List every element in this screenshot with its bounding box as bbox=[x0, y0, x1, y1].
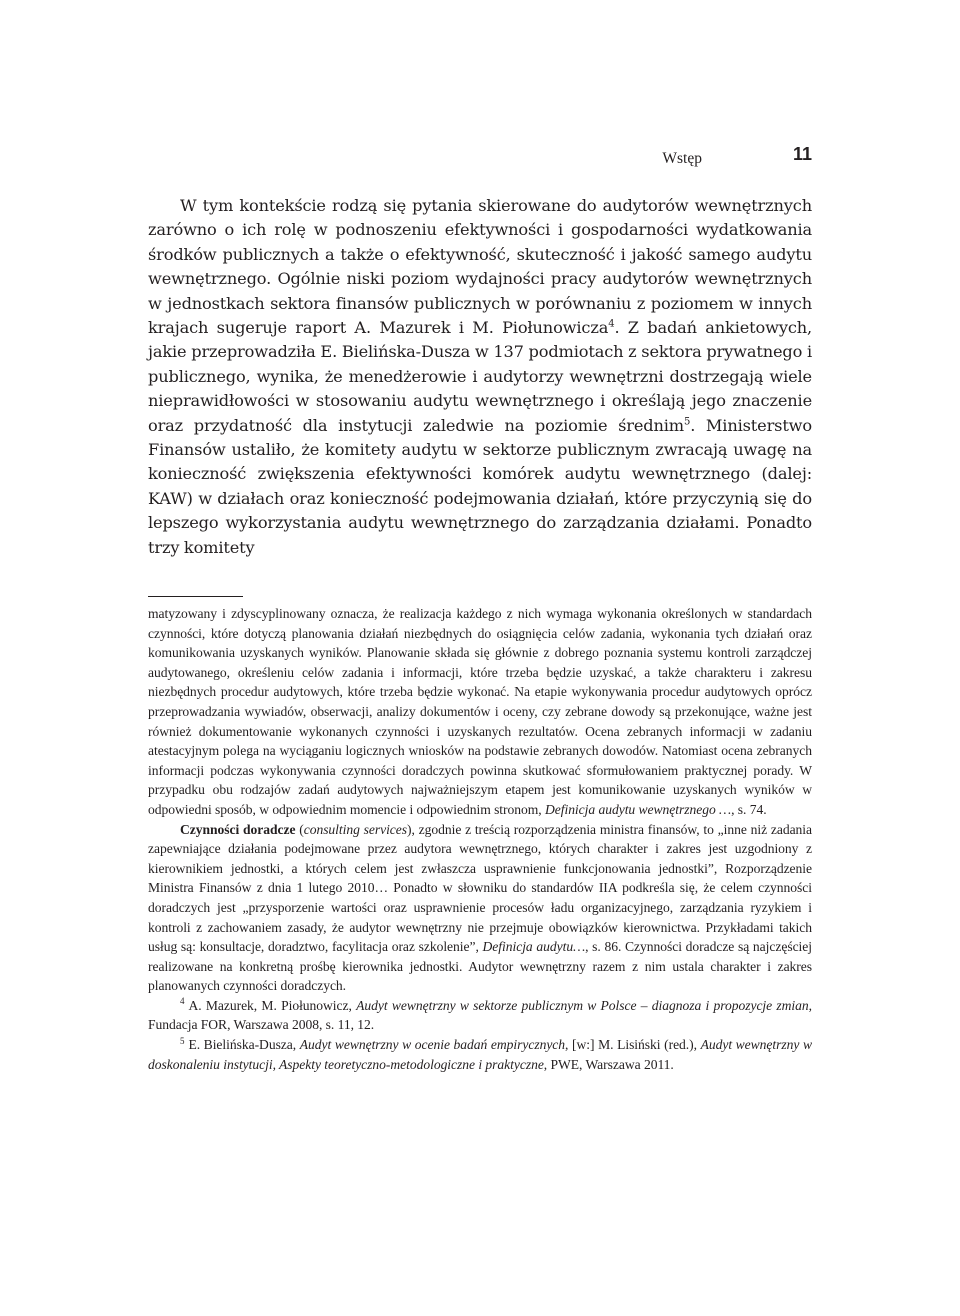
footnote-ref-5[interactable]: 5 bbox=[683, 416, 691, 428]
footnote-text: A. Mazurek, M. Piołunowicz, bbox=[188, 997, 357, 1013]
footnote-separator bbox=[148, 596, 243, 597]
footnote-number: 4 bbox=[180, 996, 185, 1007]
page-header bbox=[148, 144, 812, 174]
footnote-5 bbox=[148, 1035, 812, 1074]
footnote-number: 5 bbox=[180, 1035, 185, 1046]
footnote-continuation bbox=[148, 604, 812, 820]
footnote-text: ), zgodnie z treścią rozporządzenia ministra finansów, to „inne niż zadania zapewniające działania podejmowane przez audytora wewnętrznego, których charakter i zakres jest uzgodniony z kierownikiem jednostki, a których celem jest zwłaszcza usprawnienie funkcjonowania jednostki”, Rozporządzenie Ministra Finansów z dnia 1 lutego 2010… Ponadto w słowniku do standardów IIA podkreśla się, że celem czynności doradczych jest „przysporzenie wartości oraz usprawnienie procesów ładu organizacyjnego, zarządzania ryzykiem i kontroli z zachowaniem zasady, że audytor wewnętrzny nie przejmuje obowiązków kierownictwa. Przykładami takich usług są: konsultacje, doradztwo, facylitacja oraz szkolenie”, bbox=[148, 821, 813, 955]
body-text-part: W tym kontekście rodzą się pytania skierowane do audytorów wewnętrznych zarówno o ich rolę w podnoszeniu efektywności i gospodarności wydatkowania środków publicznych a także o efektywność, skuteczność i jakość samego audytu wewnętrznego. Ogólnie niski poziom wydajności pracy audytorów wewnętrznych w jednostkach sektora finansów publicznych w porównaniu z poziomem w innych krajach sugeruje raport A. Mazurek i M. Piołunowicza bbox=[148, 196, 812, 338]
footnote-text: , PWE, Warszawa 2011. bbox=[543, 1056, 674, 1072]
body-paragraph bbox=[148, 194, 812, 560]
footnote-citation: Definicja audytu wewnętrznego … bbox=[544, 801, 732, 817]
footnote-citation: Audyt wewnętrzny w doskonaleniu instytucji, Aspekty teoretyczno-metodologiczne i praktyczne bbox=[148, 1037, 812, 1072]
footnote-citation: Audyt wewnętrzny w ocenie badań empirycznych bbox=[299, 1037, 566, 1053]
footnotes bbox=[148, 604, 812, 1074]
footnote-4 bbox=[148, 996, 812, 1035]
footnote-text: , Fundacja FOR, Warszawa 2008, s. 11, 12. bbox=[148, 997, 813, 1033]
footnote-term: Czynności doradcze bbox=[180, 821, 296, 837]
footnote-consulting bbox=[148, 820, 812, 996]
footnote-text: , s. 86. Czynności doradcze są najczęściej realizowane na konkretną prośbę kierownika jednostki. Audytor wewnętrzny razem z nim ustala charakter i zakres planowanych czynności doradczych. bbox=[148, 939, 812, 994]
footnote-text: , [w:] M. Lisiński (red.), bbox=[565, 1037, 701, 1053]
footnote-text: matyzowany i zdyscyplinowany oznacza, że realizacja każdego z nich wymaga wykonania określonych w standardach czynności, które dotyczą planowania działań niezbędnych do osiągnięcia celów zadania, wykonania tych działań oraz komunikowania uzyskanych wyników. Planowanie składa się głównie z dobrego poznania systemu kontroli zarządczej audytowanego, określeniu celów zadania i informacji, które trzeba będzie uzyskać, a także charakteru i zakresu niezbędnych procedur audytowych, które trzeba będzie wykonać. Na etapie wykonywania procedur audytowych oprócz przeprowadzania wywiadów, obserwacji, analizy dokumentów i oceny, czy zebrane dowody są przekonujące, ważne jest również dokumentowanie wykonanych czynności i uzyskanych rezultatów. Ocena zebranych informacji w zadaniu atestacyjnym polega na wyciąganiu logicznych wniosków na podstawie zebranych dowodów. Natomiast ocena zebranych informacji podczas wykonywania czynności doradczych powinna skutkować sformułowaniem praktycznej porady. W przypadku obu rodzajów zadań audytowych najważniejszym etapem jest komunikowanie uzyskanych wyników w odpowiedni sposób, w odpowiednim momencie i odpowiednim stronom, bbox=[148, 606, 812, 817]
footnote-text: E. Bielińska-Dusza, bbox=[188, 1037, 300, 1053]
running-head: Wstęp bbox=[662, 150, 702, 167]
footnote-text: , s. 74. bbox=[731, 801, 767, 817]
footnote-ref-4[interactable]: 4 bbox=[608, 318, 615, 330]
page-number: 11 bbox=[792, 144, 812, 164]
body-text-part: . Ministerstwo Finansów ustaliło, że komitety audytu w sektorze publicznym zwracają uwagę na konieczność zwiększenia efektywności komórek audytu wewnętrznego (dalej: KAW) w działach oraz konieczność podejmowania działań, które przyczynią się do lepszego wykorzystania audytu wewnętrznego do zarządzania działami. Ponadto trzy komitety bbox=[148, 415, 812, 557]
footnote-citation: Definicja audytu… bbox=[482, 939, 586, 955]
body-text-part: . Z badań ankietowych, jakie przeprowadziła E. Bielińska-Dusza w 137 podmiotach z sektora prywatnego i publicznego, wynika, że menedżerowie i audytorzy wewnętrzni dostrzegają wiele nieprawidłowości w stosowaniu audytu wewnętrznego i określają jego znaczenie oraz przydatność dla instytucji zaledwie na poziomie średnim bbox=[148, 318, 813, 435]
footnote-term-english: consulting services bbox=[303, 821, 408, 837]
footnote-text: ( bbox=[295, 821, 304, 837]
footnote-citation: Audyt wewnętrzny w sektorze publicznym w Polsce – diagnoza i propozycje zmian bbox=[356, 997, 809, 1013]
